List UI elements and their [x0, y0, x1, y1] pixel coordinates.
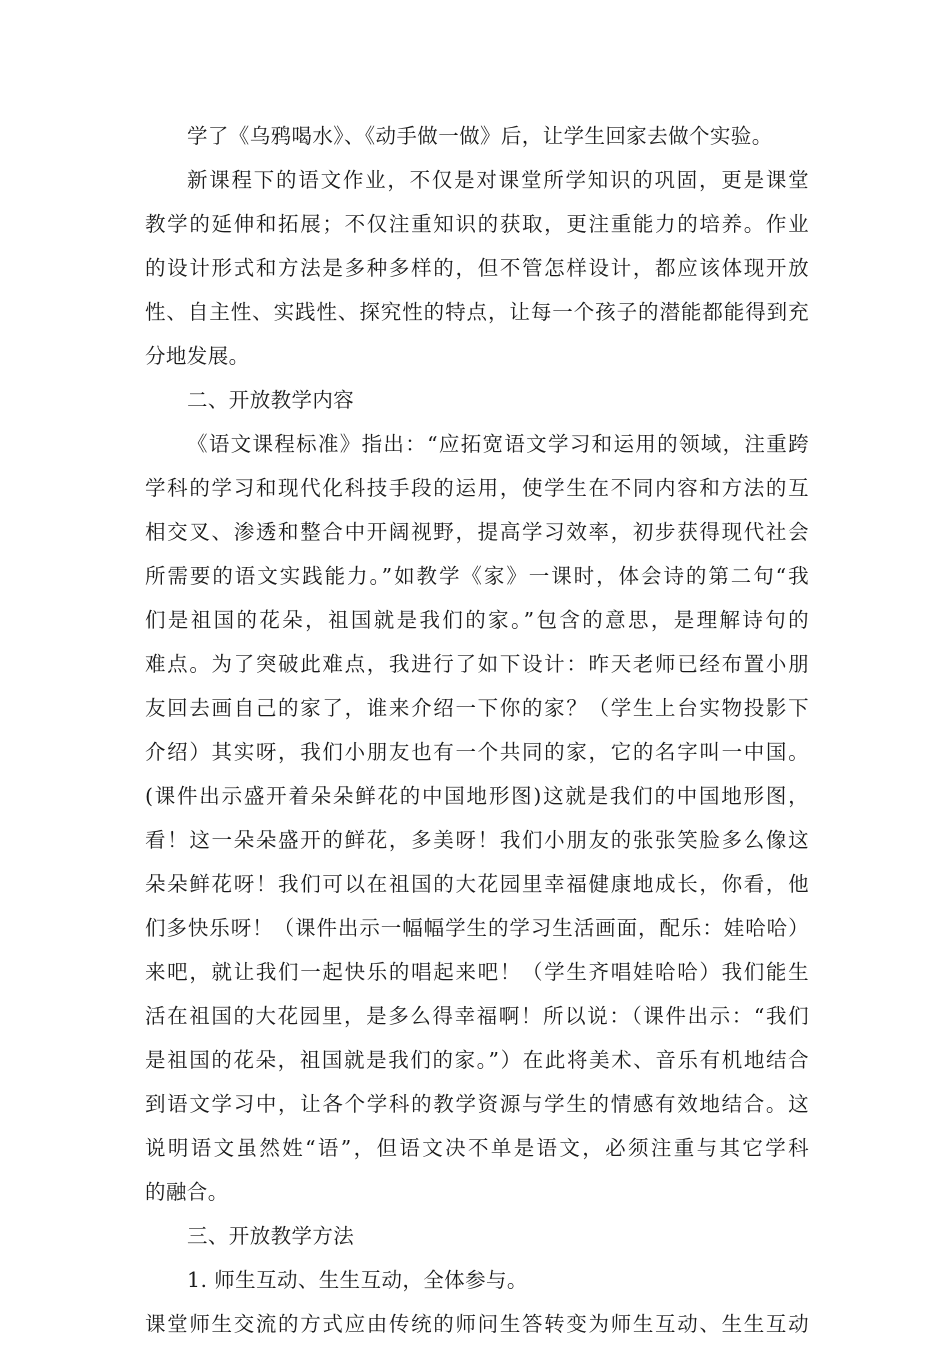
text-line: 《语文课程标准》指出：“应拓宽语文学习和运用的领域，注重跨: [187, 432, 809, 456]
text-line: 友回去画自己的家了，谁来介绍一下你的家？（学生上台实物投影下: [145, 696, 809, 720]
text-line: 难点。为了突破此难点，我进行了如下设计：昨天老师已经布置小朋: [145, 652, 809, 676]
text-line: 性、自主性、实践性、探究性的特点，让每一个孩子的潜能都能得到充: [145, 300, 809, 324]
subsection-heading: 1. 师生互动、生生互动，全体参与。: [187, 1268, 528, 1292]
text-line: 朵朵鲜花呀！我们可以在祖国的大花园里幸福健康地成长，你看，他: [145, 872, 809, 896]
text-line: (课件出示盛开着朵朵鲜花的中国地形图)这就是我们的中国地形图，: [145, 784, 809, 808]
text-line: 学了《乌鸦喝水》、《动手做一做》后，让学生回家去做个实验。: [187, 124, 773, 148]
text-line: 的融合。: [145, 1180, 229, 1204]
text-line: 们多快乐呀！（课件出示一幅幅学生的学习生活画面，配乐：娃哈哈）: [145, 916, 809, 940]
text-line: 来吧，就让我们一起快乐的唱起来吧！（学生齐唱娃哈哈）我们能生: [145, 960, 809, 984]
text-line: 看！这一朵朵盛开的鲜花，多美呀！我们小朋友的张张笑脸多么像这: [145, 828, 809, 852]
text-line: 说明语文虽然姓“语”，但语文决不单是语文，必须注重与其它学科: [145, 1136, 809, 1160]
text-line: 所需要的语文实践能力。”如教学《家》一课时，体会诗的第二句“我: [145, 564, 809, 588]
section-heading: 二、开放教学内容: [187, 388, 355, 412]
text-line: 新课程下的语文作业，不仅是对课堂所学知识的巩固，更是课堂: [187, 168, 809, 192]
text-line: 介绍）其实呀，我们小朋友也有一个共同的家，它的名字叫一中国。: [145, 740, 809, 764]
text-line: 活在祖国的大花园里，是多么得幸福啊！所以说：（课件出示：“我们: [145, 1004, 809, 1028]
text-line: 们是祖国的花朵，祖国就是我们的家。”包含的意思，是理解诗句的: [145, 608, 809, 632]
text-line: 学科的学习和现代化科技手段的运用，使学生在不同内容和方法的互: [145, 476, 809, 500]
text-line: 分地发展。: [145, 344, 250, 368]
text-line: 相交叉、渗透和整合中开阔视野，提高学习效率，初步获得现代社会: [145, 520, 809, 544]
text-line: 是祖国的花朵，祖国就是我们的家。”）在此将美术、音乐有机地结合: [145, 1048, 809, 1072]
text-line: 教学的延伸和拓展；不仅注重知识的获取，更注重能力的培养。作业: [145, 212, 809, 236]
text-line: 到语文学习中，让各个学科的教学资源与学生的情感有效地结合。这: [145, 1092, 809, 1116]
section-heading: 三、开放教学方法: [187, 1224, 355, 1248]
text-line: 的设计形式和方法是多种多样的，但不管怎样设计，都应该体现开放: [145, 256, 809, 280]
text-line: 课堂师生交流的方式应由传统的师问生答转变为师生互动、生生互动: [145, 1312, 809, 1336]
